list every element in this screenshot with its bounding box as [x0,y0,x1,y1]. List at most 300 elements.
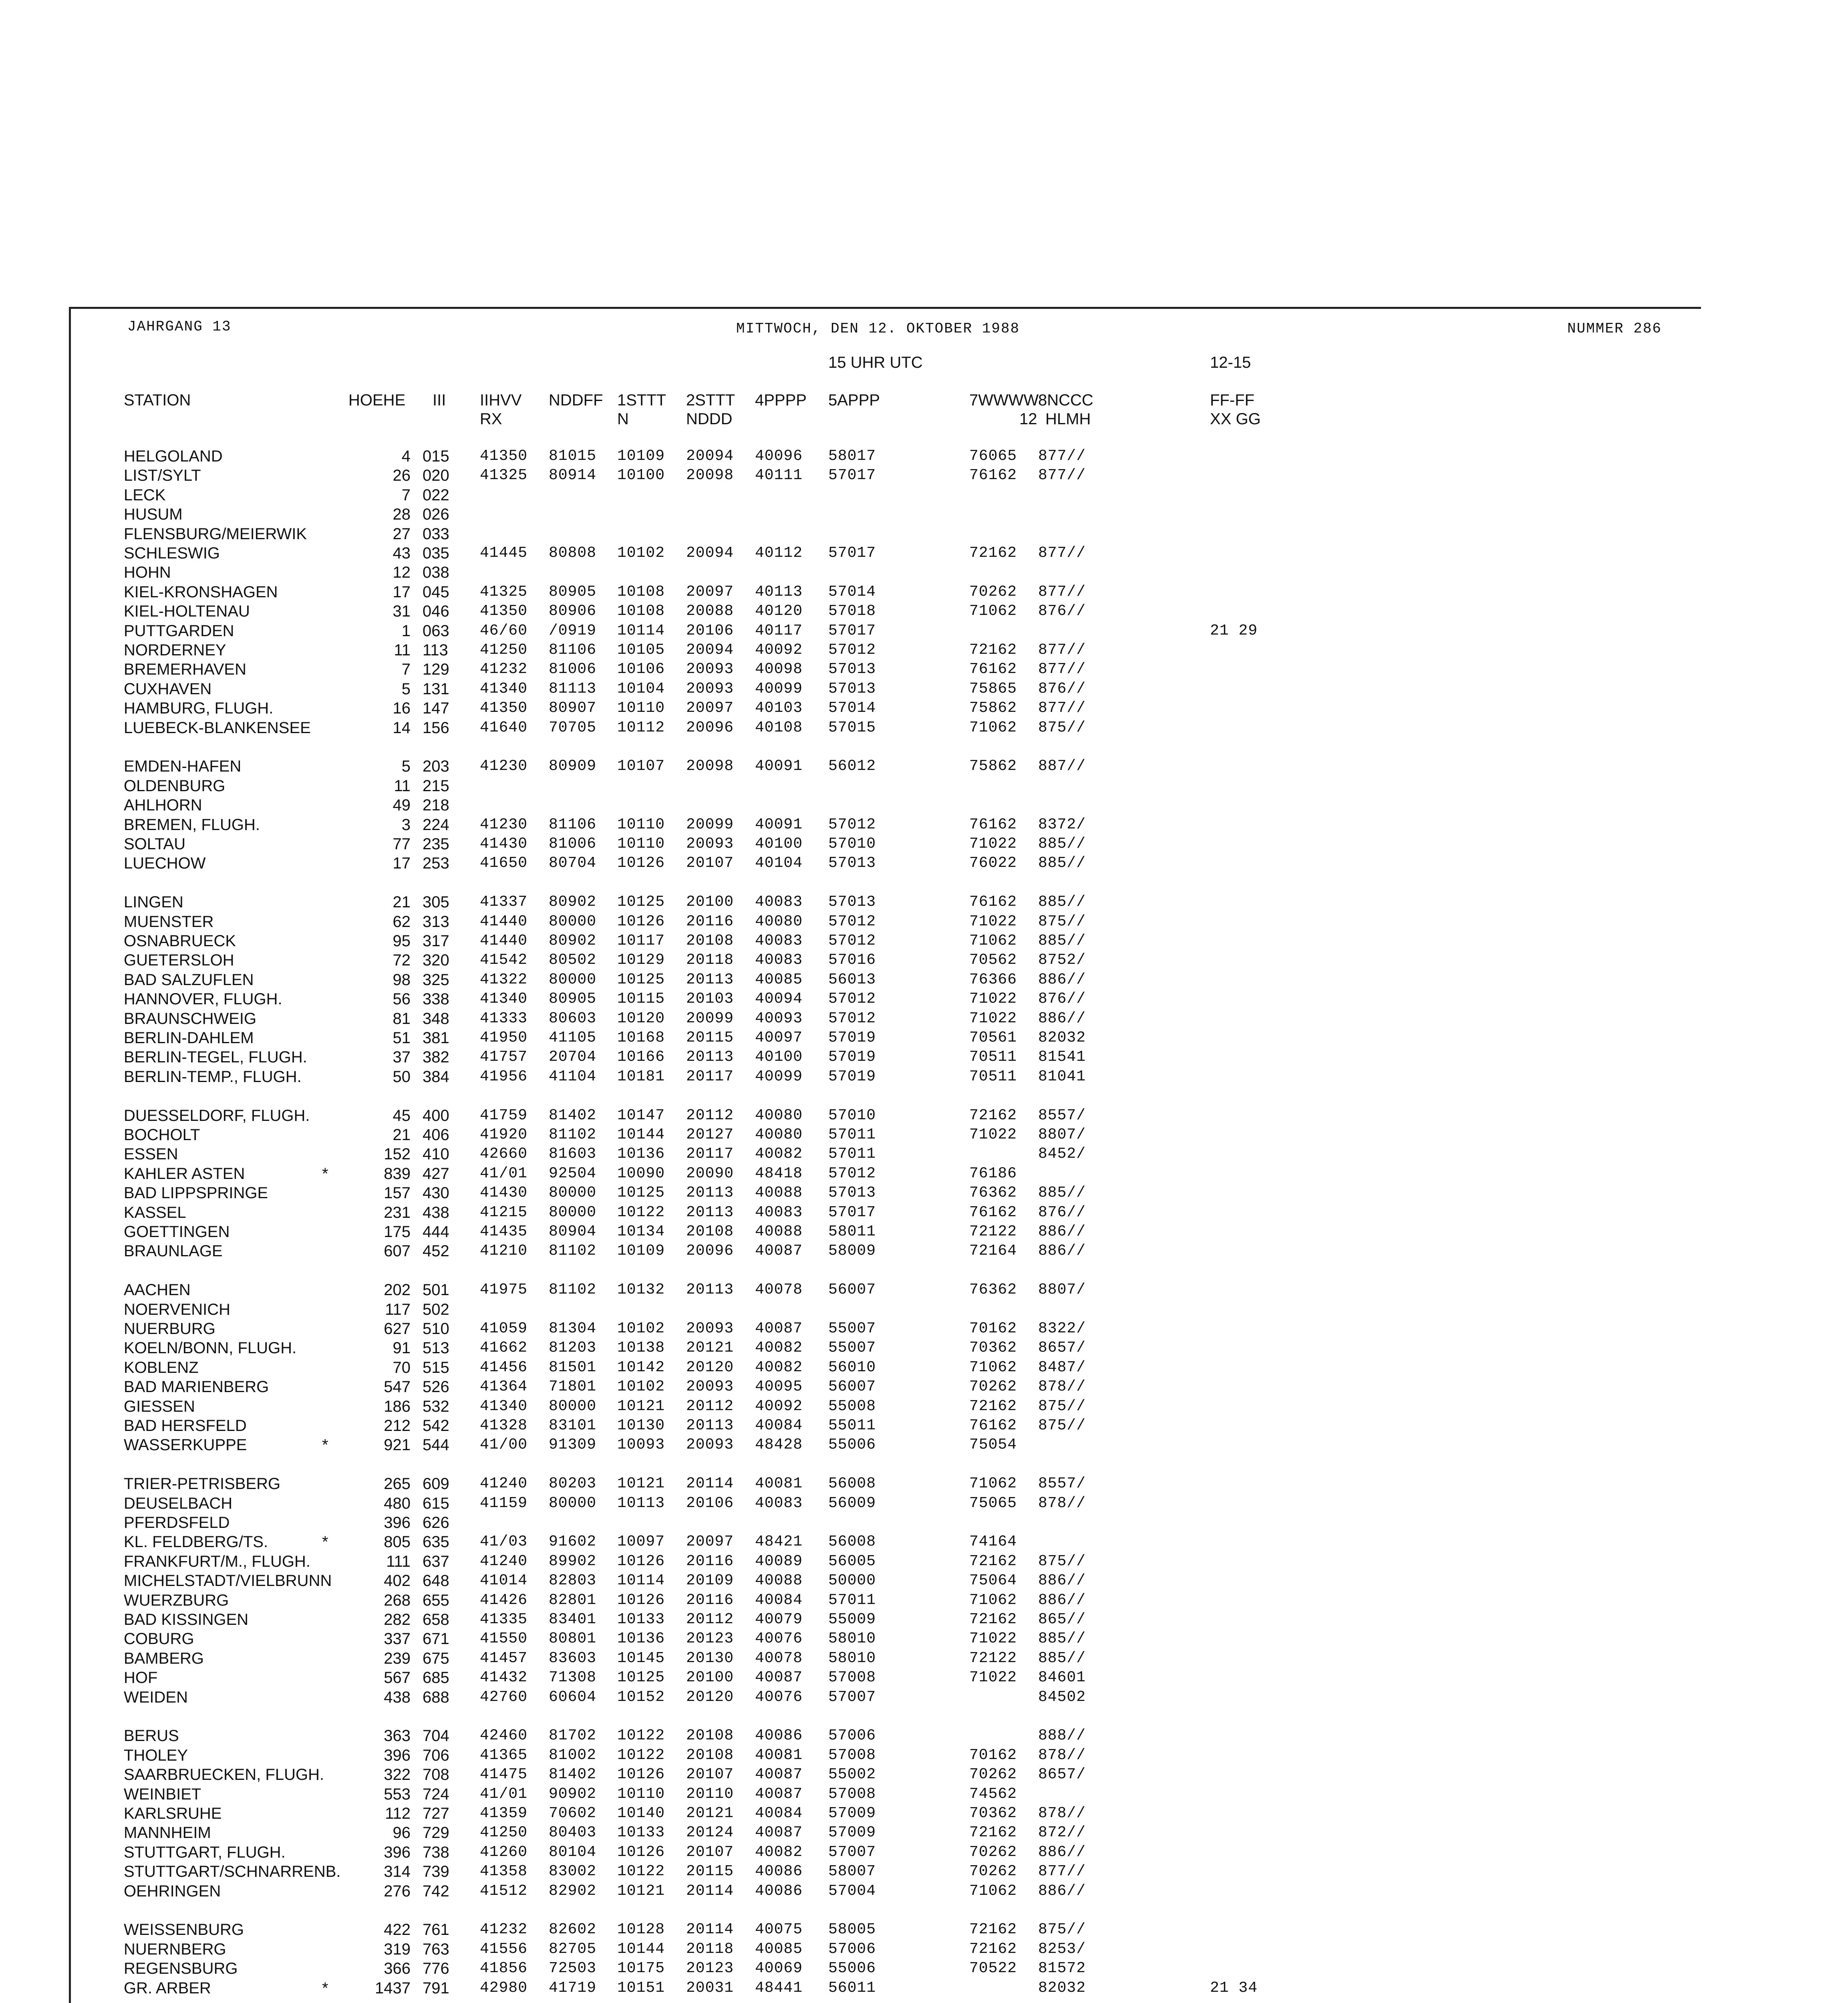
group-8: 8657/ [1038,1339,1086,1356]
station-number: 501 [423,1281,449,1299]
group-6: 55006 [828,1436,876,1453]
group-4: 20098 [686,758,734,775]
table-row [0,1417,1848,1437]
group-3: 10100 [617,467,665,484]
station-height: 70 [393,1359,411,1376]
group-3: 10125 [617,971,665,988]
group-4: 20107 [686,1844,734,1861]
station-number: 348 [423,1010,449,1028]
group-6: 55007 [828,1339,876,1356]
group-7: 70362 [969,1805,1017,1822]
group-1: 41365 [480,1747,528,1764]
group-5: 40117 [755,622,803,639]
group-3: 10109 [617,1242,665,1259]
group-5: 40099 [755,680,803,697]
group-4: 20127 [686,1126,734,1143]
table-row [0,1068,1848,1088]
group-2: /0919 [549,622,597,639]
group-3: 10115 [617,990,665,1008]
group-7: 70511 [969,1068,1017,1085]
table-row [0,1184,1848,1204]
table-row [0,1320,1848,1340]
group-4: 20113 [686,1184,734,1201]
station-name: LUEBECK-BLANKENSEE [124,719,311,737]
group-3: 10144 [617,1126,665,1143]
station-name: LINGEN [124,893,183,911]
table-row [0,1281,1848,1301]
group-6: 57013 [828,680,876,697]
group-1: 41512 [480,1882,528,1900]
station-number: 046 [423,603,449,620]
group-3: 10166 [617,1048,665,1066]
station-height: 805 [384,1533,411,1551]
group-1: 41260 [480,1844,528,1861]
group-7: 70511 [969,1048,1017,1066]
group-5: 40076 [755,1689,803,1706]
station-number: 739 [423,1863,449,1880]
station-height: 43 [393,544,411,562]
station-name: TRIER-PETRISBERG [124,1475,281,1493]
group-1: 41457 [480,1650,528,1667]
group-6: 57010 [828,1107,876,1124]
table-row [0,1223,1848,1243]
col-2: NDDFF [549,391,603,409]
station-number: 706 [423,1747,449,1764]
station-name: FRANKFURT/M., FLUGH. [124,1553,310,1570]
group-8: 8807/ [1038,1281,1086,1298]
station-height: 62 [393,913,411,931]
station-name: BERUS [124,1727,179,1745]
station-height: 175 [384,1223,411,1241]
station-name: BERLIN-TEMP., FLUGH. [124,1068,302,1086]
group-4: 20116 [686,1592,734,1609]
station-number: 671 [423,1630,449,1648]
group-3: 10151 [617,1979,665,1997]
group-2: 80000 [549,1184,597,1201]
station-number: 218 [423,796,449,814]
station-name: HAMBURG, FLUGH. [124,699,274,717]
table-row [0,777,1848,797]
group-8: 8807/ [1038,1126,1086,1143]
station-name: OEHRINGEN [124,1882,221,1900]
group-5: 40097 [755,1029,803,1046]
station-height: 366 [384,1960,411,1977]
station-number: 626 [423,1514,449,1531]
group-4: 20031 [686,1979,734,1997]
station-number: 635 [423,1533,449,1551]
group-6: 56010 [828,1359,876,1376]
table-row [0,1514,1848,1533]
table-row [0,486,1848,506]
group-7: 71022 [969,1630,1017,1647]
group-8: 875// [1038,1417,1086,1434]
station-number: 022 [423,486,449,504]
group-5: 40082 [755,1145,803,1163]
table-row [0,1960,1848,1979]
group-6: 55009 [828,1611,876,1628]
group-4: 20117 [686,1145,734,1163]
group-8: 886// [1038,1844,1086,1861]
group-6: 57012 [828,641,876,659]
group-6: 57012 [828,1165,876,1182]
group-3: 10104 [617,680,665,697]
table-row [0,1436,1848,1456]
group-2: 91602 [549,1533,597,1550]
table-row [0,893,1848,913]
group-1: 41250 [480,641,528,659]
group-5: 40095 [755,1378,803,1395]
group-4: 20097 [686,583,734,600]
group-6: 56005 [828,1553,876,1570]
group-1: 42980 [480,1979,528,1997]
group-7: 76366 [969,971,1017,988]
station-name: BAD MARIENBERG [124,1378,269,1396]
group-2: 91309 [549,1436,597,1453]
group-2: 80000 [549,971,597,988]
group-1: 41556 [480,1941,528,1958]
table-row [0,758,1848,777]
station-height: 7 [401,661,411,678]
mountain-marker: * [322,1165,328,1183]
group-5: 40092 [755,1398,803,1415]
table-row [0,1844,1848,1863]
col-7-sub: 12 [1019,410,1037,428]
group-2: 80000 [549,1495,597,1512]
group-4: 20112 [686,1398,734,1415]
station-number: 382 [423,1048,449,1066]
group-6: 57018 [828,603,876,620]
station-height: 553 [384,1785,411,1803]
group-5: 40069 [755,1960,803,1977]
group-2: 80000 [549,913,597,930]
group-6: 56008 [828,1475,876,1492]
group-7: 71062 [969,1359,1017,1376]
table-row [0,719,1848,739]
station-name: BRAUNLAGE [124,1242,223,1260]
group-3: 10175 [617,1960,665,1977]
station-height: 337 [384,1630,411,1648]
group-1: 41230 [480,816,528,833]
group-5: 40091 [755,758,803,775]
group-6: 57019 [828,1048,876,1066]
group-2: 81501 [549,1359,597,1376]
table-row [0,1650,1848,1669]
group-6: 57019 [828,1068,876,1085]
group-1: 41240 [480,1553,528,1570]
table-row [0,506,1848,525]
group-8: 886// [1038,1223,1086,1240]
group-3: 10136 [617,1630,665,1647]
group-3: 10093 [617,1436,665,1453]
group-7: 76162 [969,661,1017,678]
group-7: 76186 [969,1165,1017,1182]
station-name: LIST/SYLT [124,467,201,484]
station-name: WEISSENBURG [124,1921,244,1939]
group-6: 57013 [828,1184,876,1201]
group-7: 71022 [969,1126,1017,1143]
station-height: 16 [393,699,411,717]
group-7: 75862 [969,699,1017,717]
group-4: 20094 [686,544,734,562]
group-3: 10133 [617,1824,665,1841]
group-8: 877// [1038,583,1086,600]
group-1: 41426 [480,1592,528,1609]
group-2: 80914 [549,467,597,484]
station-name: MANNHEIM [124,1824,211,1842]
group-1: 41432 [480,1669,528,1686]
station-number: 526 [423,1378,449,1396]
station-number: 317 [423,932,449,950]
table-row [0,1630,1848,1650]
time-label: 15 UHR UTC [828,354,923,371]
group-6: 57016 [828,951,876,969]
group-6: 57017 [828,467,876,484]
station-height: 322 [384,1766,411,1783]
station-number: 410 [423,1145,449,1163]
group-3: 10110 [617,1785,665,1803]
group-7: 70562 [969,951,1017,969]
station-name: BOCHOLT [124,1126,200,1144]
table-row [0,1242,1848,1262]
group-2: 82803 [549,1572,597,1589]
station-name: NUERNBERG [124,1941,226,1958]
group-5: 40082 [755,1359,803,1376]
station-name: STUTTGART/SCHNARRENB. [124,1863,341,1880]
station-height: 17 [393,583,411,601]
group-5: 40103 [755,699,803,717]
station-number: 113 [423,641,448,659]
group-5: 40076 [755,1630,803,1647]
group-1: 41232 [480,1921,528,1938]
station-number: 253 [423,854,449,872]
group-8: 877// [1038,447,1086,465]
group-2: 80907 [549,699,597,717]
station-name: LECK [124,486,166,504]
group-6: 57017 [828,622,876,639]
group-1: 41757 [480,1048,528,1066]
station-height: 27 [393,525,411,543]
group-6: 57012 [828,932,876,949]
station-height: 1437 [375,1979,411,1997]
group-2: 81106 [549,641,597,659]
group-4: 20120 [686,1689,734,1706]
col-8: 8NCCC [1038,391,1093,409]
group-8: 886// [1038,1010,1086,1027]
group-5: 40100 [755,1048,803,1066]
col-iii: III [433,391,446,409]
mountain-marker: * [322,1533,328,1551]
station-name: STUTTGART, FLUGH. [124,1844,286,1861]
table-row [0,622,1848,642]
group-6: 57013 [828,661,876,678]
group-7: 70262 [969,1863,1017,1880]
col-1-sub: RX [480,410,502,428]
group-3: 10090 [617,1165,665,1182]
table-row [0,1495,1848,1514]
table-row [0,835,1848,855]
group-2: 80904 [549,1223,597,1240]
group-3: 10109 [617,447,665,465]
group-3: 10097 [617,1533,665,1550]
station-name: NOERVENICH [124,1301,230,1318]
station-height: 265 [384,1475,411,1493]
group-1: 41358 [480,1863,528,1880]
group-7: 71022 [969,913,1017,930]
group-1: 41456 [480,1359,528,1376]
station-number: 215 [423,777,449,795]
group-4: 20099 [686,1010,734,1027]
table-row [0,1359,1848,1378]
station-name: BAD LIPPSPRINGE [124,1184,268,1202]
station-height: 56 [393,990,411,1008]
station-height: 921 [384,1436,411,1454]
group-6: 55011 [828,1417,876,1434]
group-2: 41719 [549,1979,597,1997]
station-number: 655 [423,1592,449,1609]
station-name: SCHLESWIG [124,544,220,562]
station-name: KASSEL [124,1204,186,1221]
group-8: 865// [1038,1611,1086,1628]
group-4: 20108 [686,1747,734,1764]
station-name: DEUSELBACH [124,1495,233,1512]
group-2: 80909 [549,758,597,775]
station-number: 381 [423,1029,449,1047]
group-7: 72122 [969,1223,1017,1240]
station-number: 444 [423,1223,449,1241]
group-3: 10121 [617,1398,665,1415]
range-label: 12-15 [1210,354,1251,371]
group-8: 885// [1038,1630,1086,1647]
table-row [0,467,1848,486]
group-6: 55006 [828,1960,876,1977]
group-6: 57014 [828,583,876,600]
group-4: 20094 [686,447,734,465]
group-8: 877// [1038,467,1086,484]
table-row [0,1921,1848,1941]
group-3: 10112 [617,719,665,736]
group-1: 41014 [480,1572,528,1589]
group-5: 40083 [755,951,803,969]
group-5: 48421 [755,1533,803,1550]
group-3: 10132 [617,1281,665,1298]
group-1: 41322 [480,971,528,988]
group-8: 885// [1038,835,1086,852]
group-7: 76162 [969,1204,1017,1221]
group-4: 20107 [686,1766,734,1783]
group-5: 40111 [755,467,803,484]
station-number: 738 [423,1844,449,1861]
group-8: 886// [1038,971,1086,988]
group-6: 57008 [828,1785,876,1803]
group-8: 876// [1038,603,1086,620]
group-2: 80000 [549,1398,597,1415]
group-7: 76162 [969,893,1017,911]
station-height: 402 [384,1572,411,1590]
table-row [0,1766,1848,1785]
group-2: 81304 [549,1320,597,1337]
group-4: 20130 [686,1650,734,1667]
group-2: 80905 [549,990,597,1008]
group-8: 8657/ [1038,1766,1086,1783]
station-name: BRAUNSCHWEIG [124,1010,257,1028]
group-5: 40083 [755,1495,803,1512]
group-1: 41542 [480,951,528,969]
table-row [0,1339,1848,1359]
group-7: 70362 [969,1339,1017,1356]
group-2: 83101 [549,1417,597,1434]
group-3: 10114 [617,1572,665,1589]
group-3: 10126 [617,854,665,872]
group-6: 58010 [828,1650,876,1667]
group-5: 40084 [755,1592,803,1609]
group-7: 76362 [969,1184,1017,1201]
group-4: 20093 [686,1378,734,1395]
group-3: 10142 [617,1359,665,1376]
group-1: 41662 [480,1339,528,1356]
group-3: 10147 [617,1107,665,1124]
group-6: 57009 [828,1824,876,1841]
group-3: 10125 [617,893,665,911]
group-8: 875// [1038,913,1086,930]
group-4: 20121 [686,1805,734,1822]
group-1: 41210 [480,1242,528,1259]
station-name: CUXHAVEN [124,680,212,698]
group-2: 80502 [549,951,597,969]
group-4: 20114 [686,1882,734,1900]
table-row [0,1824,1848,1844]
group-6: 57012 [828,816,876,833]
group-7: 74562 [969,1785,1017,1803]
group-8: 886// [1038,1572,1086,1589]
group-2: 82602 [549,1921,597,1938]
group-4: 20100 [686,893,734,911]
station-number: 156 [423,719,449,737]
group-1: 41215 [480,1204,528,1221]
issue-number: NUMMER 286 [1567,320,1662,337]
group-7: 72162 [969,1553,1017,1570]
group-1: 41364 [480,1378,528,1395]
table-row [0,447,1848,467]
station-height: 11 [394,777,411,795]
group-3: 10110 [617,699,665,717]
table-row [0,1301,1848,1320]
group-4: 20108 [686,1727,734,1744]
station-number: 708 [423,1766,449,1783]
group-8: 875// [1038,1553,1086,1570]
group-8: 876// [1038,990,1086,1008]
group-1: 41475 [480,1766,528,1783]
group-1: 41250 [480,1824,528,1841]
col-5: 4PPPP [755,391,807,409]
group-4: 20113 [686,1048,734,1066]
table-row [0,1805,1848,1824]
group-8: 877// [1038,661,1086,678]
group-6: 57015 [828,719,876,736]
table-row [0,525,1848,545]
group-2: 83401 [549,1611,597,1628]
station-number: 384 [423,1068,449,1086]
group-3: 10126 [617,1844,665,1861]
col-1: IIHVV [480,391,522,409]
group-4: 20113 [686,1281,734,1298]
col-4: 2STTT [686,391,735,409]
station-name: COBURG [124,1630,194,1648]
group-1: 41/03 [480,1533,528,1550]
station-height: 45 [393,1107,411,1124]
station-height: 268 [384,1592,411,1609]
group-8: 8557/ [1038,1107,1086,1124]
group-6: 58009 [828,1242,876,1259]
